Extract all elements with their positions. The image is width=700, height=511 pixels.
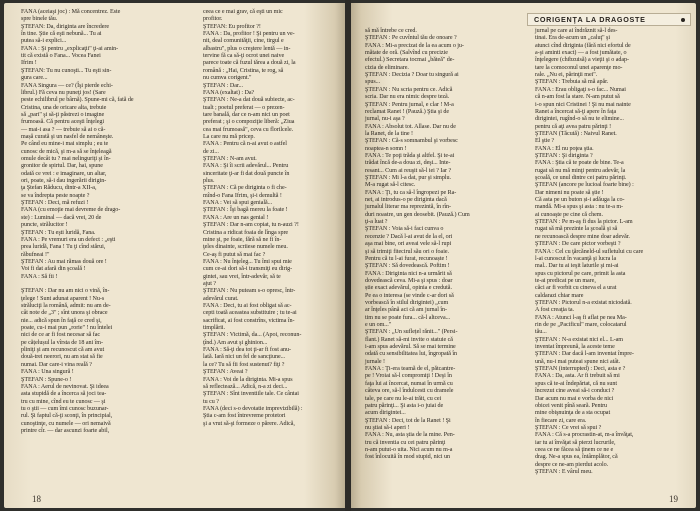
text-line: plus.	[203, 178, 215, 185]
text-line: tru că inventia cu cei patru părinţi	[365, 439, 446, 446]
text-line: gura care...	[21, 75, 48, 82]
text-line: spus că te-ai îndepărtat, că nu sunt	[535, 380, 617, 387]
text-line: cum ce-ai dori să-i transmiţi eu dirig-	[203, 266, 293, 273]
text-line: jurnale !	[365, 358, 386, 365]
text-line: la ce? Tu să fii fost sustenut? fiţi ?	[203, 361, 285, 368]
text-line: jurnal, nu-i aşa ?	[365, 116, 405, 123]
text-line: dovedească ceva. Mi-a şi spus : doar	[365, 277, 453, 284]
text-line: rin de pe „Pacificul" mare, colocatarul	[535, 322, 627, 328]
text-line: la Ranet, de la tine !	[365, 130, 413, 137]
text-line: gronitor de spirtul. Dar, hai, spune	[21, 163, 103, 170]
text-line: FANA : Să-ţi dea tot ţi-ar fi fost anu-	[203, 347, 291, 354]
text-line: FANA (cu emoţie mai devreme de drago-	[21, 207, 121, 214]
text-line: cât note de „3" ; sînt unora şi obrace	[21, 310, 108, 317]
text-line: mașă curată şi un nasfel de nemâneşte.	[21, 133, 114, 140]
text-line: trădat încă de-a doua zi, deşi... Inte-	[365, 160, 451, 167]
text-line: ŞTEFAN : Victimă, da... (Apoi, reconun-	[203, 332, 302, 339]
text-line: ŞTEFAN : Pentru jurnal, e clar ! M-a	[365, 101, 454, 108]
text-line: mine obişnuinţa de a sta ocupat	[535, 410, 611, 417]
text-line: FANA : Da, asta. Ar fi trebuit să mi	[535, 373, 620, 380]
text-line: pentru că aţi avea patru părinţi !	[535, 123, 612, 130]
text-line: n-am putut-o uita. Nici acum nu m-a	[365, 446, 453, 453]
text-line: ŞTEFAN : Îşi bagă mereu la foate !	[203, 207, 288, 214]
text-line: dirigintei, rugînd-o să nu te elimine...	[535, 116, 624, 123]
text-line: ŞTEFAN : N-am avut.	[203, 156, 257, 162]
text-line: sinceritate ţi-ar fi dat două puncte în	[203, 170, 290, 177]
text-line: pe cățelușul la vîrsta de 18 ani îm-	[21, 339, 103, 346]
text-line: şcoală, ce unul dintre cei patru părinţi.	[535, 175, 627, 181]
text-line: în tine. Ştie că eşti nebună... Tu ai	[21, 31, 102, 38]
text-line: străluciţi la română, admit: nu am de-	[21, 303, 111, 309]
text-line: FANA : Deci, tu ai fost obligat să ac-	[203, 303, 292, 309]
text-line: tare banală, dar ce n-am nici un poet	[203, 111, 290, 118]
text-line: ŞTEFAN : E vârul meu.	[535, 469, 593, 475]
text-line: Dar nimeni nu poate să ştie !	[535, 189, 604, 196]
text-line: ŞTEFAN : Au mai rămas două ore !	[21, 258, 107, 265]
text-line: FANA : Nu înţeleg... Tu îmi spui mie	[203, 258, 292, 265]
text-line: tare la comoconul unei aparenţe mo-	[535, 64, 623, 71]
text-line: caldarazi chiar mare	[535, 292, 584, 299]
text-line: Pe ea o interesa (se vinde c-ar dori să	[365, 292, 454, 299]
text-line: l-ai cunoscut în vacanţă şi lucra la	[535, 255, 617, 262]
text-line: A fost creaţia ta.	[535, 307, 575, 314]
text-line: FANA : Atunci l-aş fi aflat pe nea Ma-	[535, 314, 627, 321]
text-line: Ce-aş fi putut să mai fac ?	[203, 251, 266, 258]
text-line: FANA : Ţi, tu ca să-l îngropezi pe Ra-	[365, 189, 457, 196]
text-line: FANA : Diriginta nici n-a urmărit să	[365, 270, 452, 277]
text-line: FANA : Cel cu ţărcăneld-ul sufletului cu care	[535, 248, 644, 255]
text-line: aşa mai bine, ori aveai vele să-l rupi	[365, 241, 452, 248]
text-line: odată cu sensibilitatea lui, îngropată în	[365, 351, 458, 358]
text-line: tim nu se poate fura... că-l altceva...	[365, 314, 451, 321]
text-line: şi a vrut să-şi formeze o părere. Adică,	[203, 420, 295, 427]
text-line: ne recunoască despre mine doar adevăr.	[535, 233, 630, 240]
text-line: tru cu mine, cînd eu te cunosc — şi	[21, 398, 106, 405]
text-line: ŞTEFAN (ancore pe lucioal foarte bine) :	[535, 182, 634, 189]
text-line: i-o spun nici Cristinei ! Şi nu mai nainte	[535, 101, 631, 108]
text-line: FANA : Una singură !	[21, 369, 74, 376]
text-line: ori, poate, să-i dau ingerării dirigin-	[21, 178, 107, 185]
text-line: printre cîr. — dar ascunzi foarte abil,	[21, 427, 110, 434]
text-line: tu cu ?	[203, 398, 219, 405]
text-line: ŞTEFAN : Pe m-aş fi dus la pictor. L-am	[535, 219, 633, 226]
text-line: scria. Dar nu era nimic despre tezã.	[365, 94, 450, 101]
text-line: cunosc de mică, şi m-a să se înţeleagă	[21, 148, 112, 155]
text-line: Pe când eu mine-i mai simplu ; eu te	[21, 141, 109, 148]
text-line: FANA : El nu poţea ştia.	[535, 145, 594, 152]
text-line: nu cumva corigent."	[203, 75, 252, 82]
text-line: să reflectează... Adică, n-a zi deci...	[203, 383, 288, 390]
text-line: FANA (exaltat) : Da?	[203, 89, 255, 96]
text-line: FANA : Voi de la diriginta. Mi-a spus	[203, 376, 293, 383]
text-line: faţa lui ai încercat, numai în urmă cu	[365, 380, 453, 387]
text-line: Ifrim !	[21, 60, 37, 67]
text-line: net, ai introdus-o pe diriginta dacă	[365, 197, 447, 204]
text-line: obicei venit pînă seară. Pentru	[535, 402, 608, 409]
running-header-title: CORIGENŢA LA DRAGOSTE	[534, 15, 646, 24]
text-line: poate, cu-i mai pun „rorie" ! nu întelei	[21, 325, 113, 332]
text-line: tualt ; poetul preferat — o prezen-	[203, 104, 285, 111]
text-line: FANA : Şi pentru „explicaţii" ţi-ai amin-	[21, 45, 119, 52]
text-line: că n-am fost la stare. N-am putut să	[535, 94, 620, 101]
text-line: știe exact adevărul, opinia e credută.	[365, 285, 452, 292]
text-line: încrezut cine aveai să-i conduci ?	[535, 388, 615, 395]
text-line: ŞTEFAN : Sînt inventiile tale. Ce cântai	[203, 391, 299, 398]
text-line: ŞTEFAN : Tu eşti luridă, Fana.	[21, 229, 96, 236]
text-line: FANA : Pentru că n-ai avut o astfel	[203, 141, 287, 148]
text-line: albastru", plus o creştere lentă — in-	[203, 45, 291, 52]
text-line: atunci cînd diriginta (fără nici efortul de	[535, 42, 631, 49]
text-line: rul. Şi faptul că-ţi sconţi, în principial,	[21, 413, 113, 420]
text-line: mătate de oră. (Salvînd cu precizie	[365, 50, 448, 57]
right-page-number: 19	[669, 494, 678, 504]
text-line: Că asta pe un buton și-i adăuga la co-	[535, 197, 625, 204]
text-line: inventat împreună, la aceste teme	[535, 344, 615, 351]
text-line: jurnalul literar ma reprezintă, în rîn-	[365, 204, 452, 211]
text-line: ŞTEFAN : Să dovedească. Poftim !	[365, 263, 450, 270]
text-line: spre binele tău.	[21, 16, 58, 23]
text-line: cunoştinţe, cu numele — ori nemaivă	[21, 420, 111, 427]
text-line: ŞTEFAN : Că pe diriginta o fi che-	[203, 185, 287, 192]
text-line: patru părinţi... Şi asta i-o juiai de	[365, 402, 444, 409]
text-line: se va îndrepta peste noapte ?	[21, 192, 90, 199]
text-line: peste echilibrul pe bârnă). Spune-mi că, fată de	[21, 97, 134, 104]
text-line: ŞTEFAN : Spune-o !	[21, 376, 72, 383]
text-line: ŞTEFAN : Dar...	[203, 82, 243, 89]
text-line: FANA : Aerul de nevinovat. Şi ideea	[21, 383, 109, 390]
text-line: prea luridă, Fana ! Tu ţi cînd stărui,	[21, 244, 106, 251]
text-line: FANA : Pe vremuri era un defect : „eşti	[21, 236, 116, 243]
text-line: ŞTEFAN: Eu profitor ?!	[203, 23, 261, 30]
left-page	[4, 3, 345, 508]
text-line: ŞTEFAN (interrupted) : Deci, asta e ?	[535, 366, 626, 373]
text-line: El ştie ?	[535, 138, 555, 145]
text-line: două-trei neerori, nu am stat să fie	[21, 354, 103, 361]
text-line: acum dirigintei...	[365, 410, 406, 417]
text-line: flant.) Ranet să-mi invite o statuie că	[365, 336, 453, 343]
text-line: ŞTEFAN : Nu puteam s-o opresc, într-	[203, 288, 296, 295]
text-line: FANA : Ţi-era teamă de el, pătcantre-	[365, 366, 456, 373]
text-line: ceea ce e mai grav, că eşti un mic	[203, 9, 283, 15]
text-line: ŞTEFAN : Şi diriginta ?	[535, 152, 593, 159]
text-line: ŞTEFAN : Ce vrei să spui ?	[535, 424, 602, 431]
text-line: FANA : Te poţi trăda şi altfel. Şi te-ai	[365, 152, 455, 159]
text-line: rugat să nu mă minţi pentru adevăr, la	[535, 167, 626, 174]
text-line: noaptea-n somn !	[365, 145, 407, 152]
text-line: te-ai predicat pe un mare,	[535, 277, 596, 284]
text-line: ţa Ştefan Răducu, dintr-a XII-a,	[21, 185, 97, 192]
text-line: sacrificat, ai fost constrîns, victima în-	[203, 317, 295, 324]
text-line: Dar acum nu mai e vorba de nici	[535, 395, 614, 402]
text-line: ajut ?	[203, 280, 217, 287]
text-line: ceea ce ne făcea să ţinem ce ne e	[535, 446, 614, 453]
text-line: ŞTEFAN: Tu nu cunoşti... Tu eşti sin-	[21, 67, 112, 74]
text-line: ŞTEFAN : Mi l-a dat, pur şi simplu.	[365, 175, 451, 181]
text-line: Voi fi dat afară din şcoală !	[21, 266, 86, 273]
text-line: spus...	[365, 79, 381, 86]
text-line: ŞTEFAN : Deci, tot de la Ranet ! Şi	[365, 417, 451, 424]
text-line: FANA : Da, profitor ! Şi pentru un ve-	[203, 31, 295, 38]
text-line: ŞTEFAN : Pe cuvîntul tău de onoare ?	[365, 35, 457, 42]
text-line: şi să trimiţi fitecirul său ori o foaie.	[365, 248, 449, 255]
text-line: răbufneai !"	[21, 251, 50, 258]
text-line: vorbească în stilul dirigintei) „cum	[365, 299, 449, 306]
text-line: ţelege ! Sunt adunat aparent ! Nu-s	[21, 295, 105, 302]
text-line: FANA : Mi-a precizat de la ea acum o ju-	[365, 42, 464, 49]
text-line: adevărul curat.	[203, 295, 239, 302]
text-line: Ranet a încercat să-ţi apere în faţa	[535, 108, 617, 115]
text-line: ŞTEFAN : Ne-a dat două subiecte, ac-	[203, 97, 295, 104]
text-line: drag. Ne-a spus ea, întâmplător, că	[535, 454, 618, 461]
text-line: tale, pe care nu le-ai trăit, cu cei	[365, 395, 442, 402]
text-line: e un om..."	[365, 322, 392, 328]
text-line: căci ar fi vorbit cu cineva el a urat	[535, 285, 617, 292]
text-line: duri noastre, un gen deosebit. (Pauză.) Cum	[365, 211, 470, 218]
text-line: ŞTEFAN : Pictorul n-a existat niciodată.	[535, 299, 632, 306]
text-line: M-a rugat să-l citesc.	[365, 182, 416, 189]
text-line: FANA : Nu, asta ştia de la mine. Pen-	[365, 432, 455, 439]
text-line: profitor.	[203, 16, 223, 23]
text-line: în fiecare zi, care era.	[535, 417, 587, 424]
text-line: pliniţi şi am recunoscut că am avut	[21, 347, 105, 354]
text-line: ai cunoaşte pe cine că chem.	[535, 211, 603, 218]
text-line: FANA : Ştia că te poate de bine. Te-a	[535, 160, 624, 167]
text-line: asta stupidă de a încerca să joci tea-	[21, 391, 107, 398]
text-line: ŞTEFAN : Dar n-am copiat, tu n-auzi ?!	[203, 222, 299, 229]
text-line: tit că există o Fana... Vocea Fanei	[21, 53, 101, 60]
text-line: ar înţeles până aci că am jurnal în-	[365, 307, 447, 314]
text-line: ŞTEFAN : Voia să-i faci cunva o	[365, 226, 444, 233]
text-line: FANA : Vei să spui genială...	[203, 200, 273, 207]
text-line: nit, deal comunităţii, cine, tirgul e	[203, 38, 284, 45]
text-line: ŞTEFAN : „Un suflețel rănit..." (Persi-	[365, 329, 458, 336]
text-line: recenzie ? Dacă l-ai avut de la el, ori	[365, 233, 453, 240]
text-line: jurnal pe care ai îndrăznit să-l des-	[535, 28, 618, 34]
text-line: mînd-o Fana Ifrim, şi-i demultă !	[203, 192, 282, 199]
text-line: ŞTEFAN : Că-s somnambul şi vorbesc	[365, 138, 458, 145]
text-line: FANA (aceiaşi joc) : Mă concentrez. Este	[21, 9, 121, 15]
text-line: FANA Singura — ce? (Îşi pierde echi-	[21, 82, 113, 89]
text-line: i-am spus adevărul. Să se mai termine	[365, 344, 456, 351]
text-line: ŞTEFAN : Trebuia să mă apăr.	[535, 79, 609, 86]
text-line: — mai-i asa ? — trebuie să ai o că-	[21, 126, 106, 133]
text-line: lată. Iară nici un fel de sancţiune...	[203, 354, 286, 361]
text-line: La care nu mă pricep.	[203, 133, 255, 140]
text-line: ŞTEFAN : Dar nu am nici o vină, în-	[21, 288, 110, 295]
text-line: preferat ; şi o compoziţie liberă: „Ziua	[203, 119, 295, 126]
text-line: FANA : Că s-a procrastin-at, m-a învăţat,	[535, 432, 634, 439]
text-line: ŞTEFAN (Tăcută) : Naivul Ranet.	[535, 130, 617, 137]
text-line: librul.) Fă ceva nu puneţi jos! (Sare	[21, 89, 106, 96]
text-line: tinai. Era de-acum un „caluţ" şi	[535, 35, 610, 42]
header-bullet-icon	[681, 18, 685, 22]
text-line: ŞTEFAN : Deci, mă refuzi !	[21, 200, 89, 207]
text-line: română : „Hai, Cristina, te rog, să	[203, 67, 284, 74]
text-line: resant... Cum ai reuşit să-l iei ? Iar ?	[365, 167, 452, 174]
text-line: timplării.	[203, 325, 226, 332]
text-line: omule decât tu ? mai nelinguriţi şi în-	[21, 156, 111, 162]
text-line: ŞTEFAN: Da, diriginta are încredere	[21, 23, 109, 30]
left-page-number: 18	[32, 494, 41, 504]
text-line: FANA : Şi îi scrii adevărul... Pentru	[203, 163, 289, 170]
text-line: putea să-i explici...	[21, 38, 67, 45]
text-line: mal.. Dar tu ai ieşit laturile şi mi-ai	[535, 263, 619, 270]
text-line: înţelegere (chibzuisă) a vieţii şi o adap-	[535, 57, 630, 64]
text-line: Pentru că tu l-ai furat, recunoaște !	[365, 255, 448, 262]
text-line: cea mai frumoasă", ceva cu florilcele.	[203, 126, 294, 133]
text-line: despre ce ne-am pierdut acolo.	[535, 461, 609, 468]
text-line: puncte, strălucitor !	[21, 222, 68, 229]
text-line: ţînd.) Am avut şi ghinion...	[203, 339, 268, 346]
text-line: să „pari" şi să-ţi păstrezi o imagine	[21, 111, 105, 118]
text-line: reclamat Ranet ! (Pauză.) Ştia şi de	[365, 108, 449, 115]
text-line: ŞTEFAN : Aveai ?	[203, 369, 248, 376]
text-line: frumoasă. Că pentru aceşti înţelegi	[21, 119, 105, 126]
text-line: de zi...	[203, 148, 219, 155]
text-line: ŞTEFAN : N-a existat nici el... L-am	[535, 336, 623, 343]
text-line: ste) : Luminal — dacă vrei, 20 de	[21, 214, 102, 221]
text-line: ţeles dinainte, scriiese numele meu.	[203, 244, 288, 251]
text-line: FANA : Are un nas genial !	[203, 214, 269, 221]
text-line: FANA (deci s-o devotatie imprevizibilă) :	[203, 405, 303, 412]
text-line: gintei, sau vrei, într-adevăr, să te	[203, 273, 281, 280]
text-line: să mă întrebe ce cred.	[365, 28, 417, 34]
text-line: iar tu ai învăţat să pierzi lucrurile,	[535, 439, 616, 446]
text-line: tervine fă ca să-ţi ocrot unei naive	[203, 53, 285, 60]
text-line: ună, nu-i mai puteai spune nici atât.	[535, 358, 621, 365]
text-line: cizia de eliminare.	[365, 64, 409, 71]
text-line: mine şi, pe foaie, fără să ne fi în-	[203, 236, 282, 243]
text-line: câteva ore, să-l îndulcesti cu dramele	[365, 388, 454, 395]
text-line: fost înlocuită în mod stupid, nici un	[365, 454, 450, 461]
text-line: FANA : Absolut tot. Allase. Dar nu de	[365, 123, 456, 130]
text-line: parece toate că fuzul tărea a două zi, la	[203, 60, 296, 67]
text-line: rale. „Nu ei, părinţii mei".	[535, 72, 598, 79]
text-line: ŞTEFAN : Dar dacă l-am inventat împre-	[535, 351, 634, 358]
right-page	[351, 3, 696, 508]
text-line: FANA : Să fii !	[21, 273, 58, 280]
text-line: Ştia c-am fost întrevreme protetori	[203, 413, 286, 420]
text-line: efectul.) Secretara tocmai „băteă" de-	[365, 57, 455, 64]
text-line: a-şi aminti exact) — a fost jumătate, o	[535, 50, 627, 57]
text-line: spus cu pictorul pe care, primit la asta	[535, 270, 626, 277]
text-line: Cristina a ridicat foaia de lînga spre	[203, 229, 289, 236]
text-line: Cristina, una de oricare alta, trebuie	[21, 104, 107, 111]
running-header	[527, 13, 691, 26]
text-line: cepti toată aceastea substituire ; tu te-ai	[203, 310, 297, 317]
text-line: ŞTEFAN : De care pictor vorbeşti ?	[535, 241, 621, 248]
text-line: ţi-a luat ?	[365, 219, 388, 226]
text-line: nu ştiai să-i aperi !	[365, 424, 410, 431]
text-line: pe ! Vroiai să-l compromiţi ! Deşi în	[365, 373, 452, 380]
text-line: rugat să mă prezinte la şcoală şi să	[535, 226, 618, 233]
text-line: odată ce vrei : e imaginare, un altar,	[21, 170, 107, 177]
text-line: tău...	[535, 329, 547, 336]
text-line: ŞTEFAN : Nu scria pentru ce. Adică	[365, 86, 453, 93]
text-line: nici de ce ar fi fost necesar să fac	[21, 332, 101, 339]
text-line: numai. Dar care-i vina reală ?	[21, 361, 92, 368]
text-line: nie... adică spun în faţă ce cred şi,	[21, 317, 102, 324]
text-line: tu o ştii — cum îmi cunosc buzunar-	[21, 405, 109, 412]
text-line: ŞTEFAN : Decizia ? Doar tu singură ai	[365, 72, 459, 79]
text-line: mandă. Mi-a spus şi asta : nu te-a m-	[535, 204, 624, 211]
text-line: FANA : Erau obligaţi s-o fac... Numai	[535, 86, 626, 93]
